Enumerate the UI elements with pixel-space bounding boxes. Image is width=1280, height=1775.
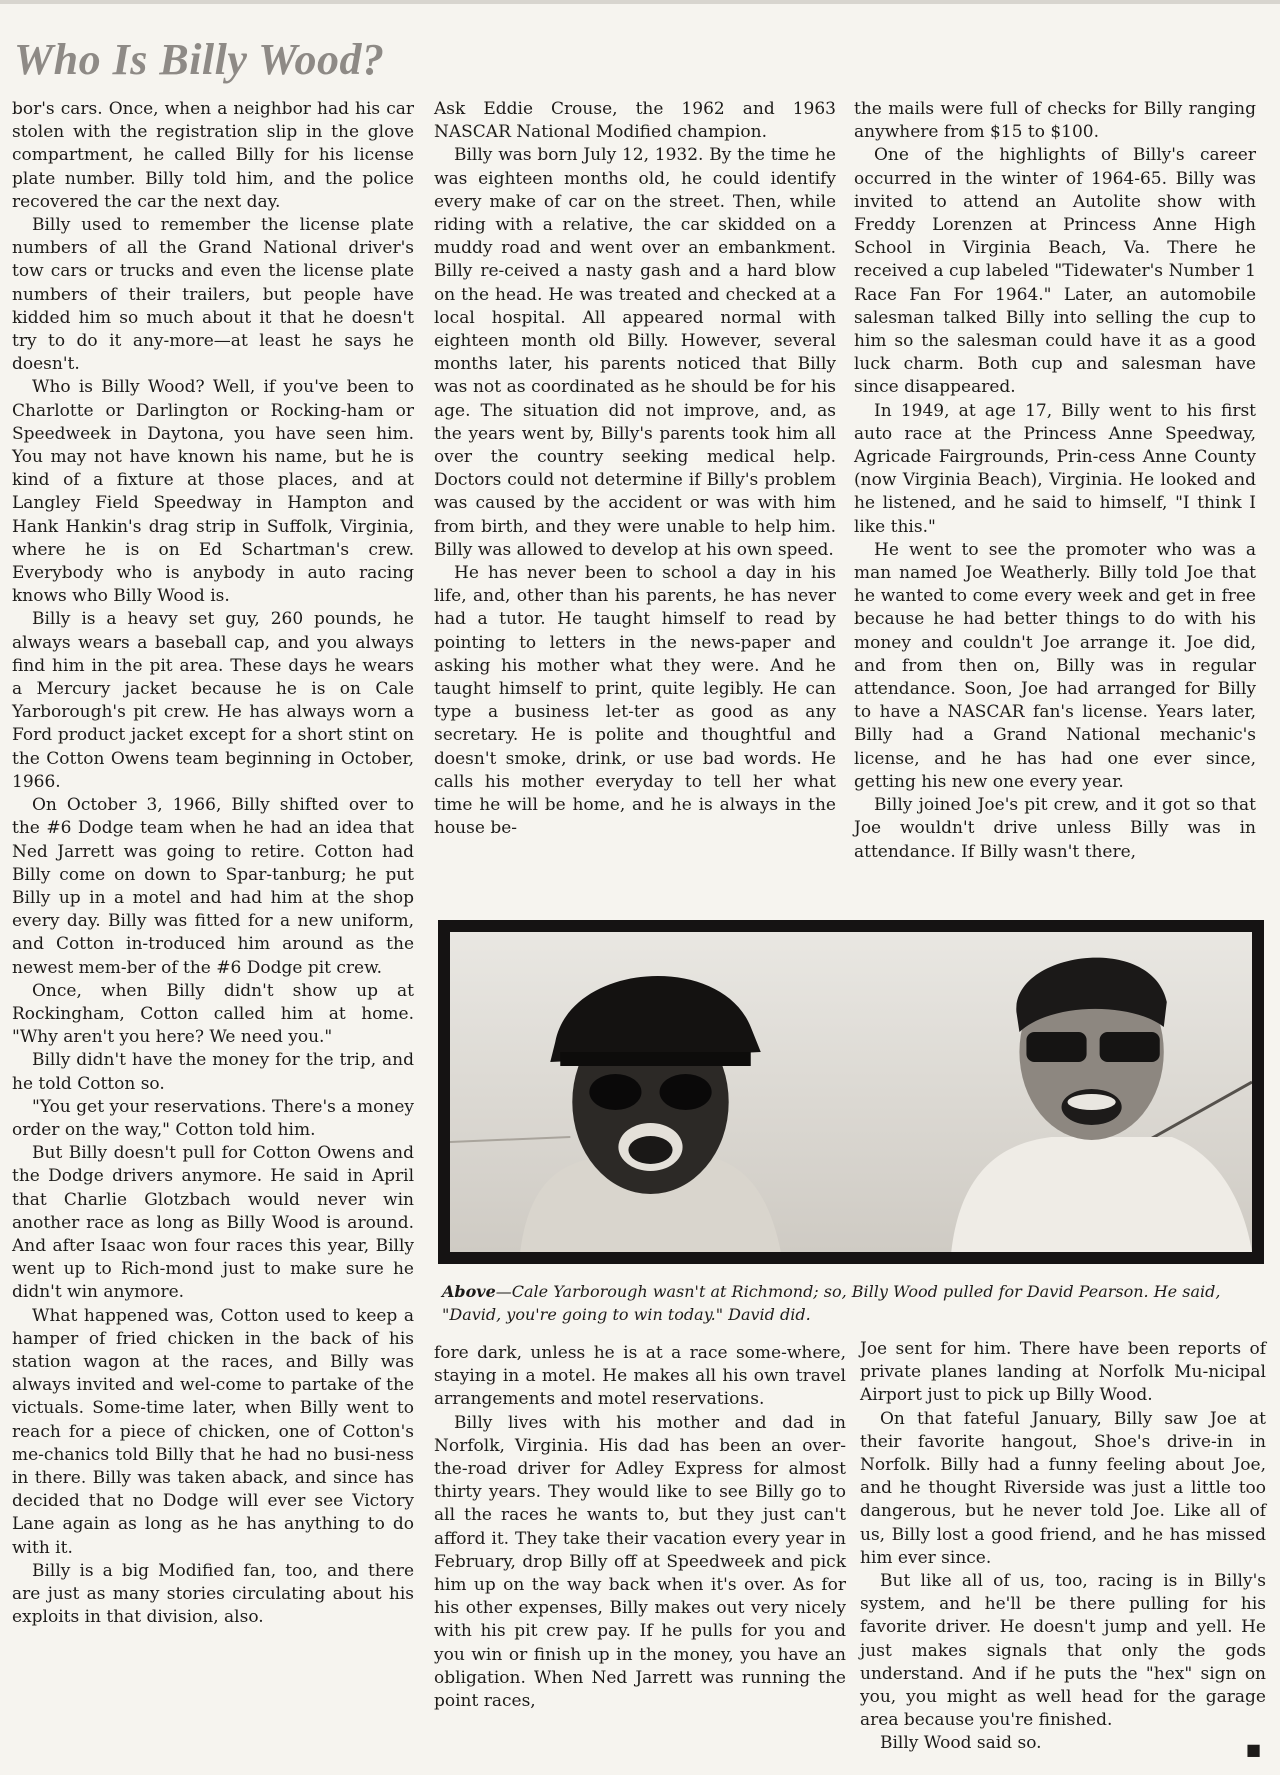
paragraph: But like all of us, too, racing is in Billy's system, and he'll be there pulling for his favorite driver. He doesn't jump and yell. He just makes signals that only the gods understand. And if he puts the "hex" sign on you, you might as well head for the garage area because you're finished. [860, 1571, 1266, 1731]
paragraph: Who is Billy Wood? Well, if you've been to Charlotte or Darlington or Rocking-ham or Speedweek in Daytona, you have seen him. You may not have known his name, but he is kind of a fixture at those places, and at Langley Field Speedway in Hampton and Hank Hankin's drag strip in Suffolk, Virginia, where he is on Ed Schartman's crew. Everybody who is anybody in auto racing knows who Billy Wood is. [12, 377, 414, 607]
text-column-4 [434, 1342, 846, 1762]
paragraph: Joe sent for him. There have been reports of private planes landing at Norfolk Mu-nicipal Airport just to pick up Billy Wood. [860, 1339, 1266, 1406]
paragraph: Billy didn't have the money for the trip, and he told Cotton so. [12, 1050, 414, 1094]
photo-frame [438, 920, 1264, 1264]
text-column-1 [12, 98, 414, 1758]
paragraph: Once, when Billy didn't show up at Rockingham, Cotton called him at home. "Why aren't you here? We need you." [12, 980, 414, 1048]
text-column-5 [860, 1338, 1266, 1762]
paragraph: One of the highlights of Billy's career occurred in the winter of 1964-65. Billy was invited to attend an Autolite show with Freddy Lorenzen at Princess Anne High School in Virginia Beach, Va. There he received a cup labeled "Tidewater's Number 1 Race Fan For 1964." Later, an automobile salesman talked Billy into selling the cup to him so the salesman could have it as a good luck charm. Both cup and salesman have since disappeared. [854, 145, 1256, 398]
paragraph: In 1949, at age 17, Billy went to his first auto race at the Princess Anne Speedway, Agricade Fairgrounds, Prin-cess Anne County (now Virginia Beach), Virginia. He looked and he listened, and he said to himself, "I think I like this." [854, 400, 1256, 537]
paragraph: bor's cars. Once, when a neighbor had his car stolen with the registration slip in the glove compartment, he called Billy for his license plate number. Billy told him, and the police recovered the car the next day. [12, 99, 414, 212]
paragraph: On that fateful January, Billy saw Joe at their favorite hangout, Shoe's drive-in in Norfolk. Billy had a funny feeling about Joe, and he thought Riverside was just a little too dangerous, but he never told Joe. Like all of us, Billy lost a good friend, and he has missed him ever since. [860, 1408, 1266, 1568]
caption-lead: Above [442, 1282, 496, 1301]
text-column-2 [434, 98, 836, 910]
paragraph: fore dark, unless he is at a race some-where, staying in a motel. He makes all his own travel arrangements and motel reservations. [434, 1343, 846, 1410]
paragraph: the mails were full of checks for Billy ranging anywhere from $15 to $100. [854, 99, 1256, 143]
paragraph: Billy was born July 12, 1932. By the time he was eighteen months old, he could identify every make of car on the street. Then, while riding with a relative, the car skidded on a muddy road and went over an embankment. Billy re-ceived a nasty gash and a hard blow on the head. He was treated and checked at a local hospital. All appeared normal with eighteen month old Billy. However, several months later, his parents noticed that Billy was not as coordinated as he should be for his age. The situation did not improve, and, as the years went by, Billy's parents took him all over the country seeking medical help. Doctors could not determine if Billy's problem was caused by the accident or was with him from birth, and they were unable to help him. Billy was allowed to develop at his own speed. [434, 145, 836, 560]
photo-caption [442, 1280, 1268, 1326]
text-column-3 [854, 98, 1256, 908]
paragraph: Billy used to remember the license plate numbers of all the Grand National driver's tow cars or trucks and even the license plate numbers of their trailers, but people have kidded him so much about it that he doesn't try to do it any-more—at least he says he doesn't. [12, 215, 414, 375]
paragraph: He went to see the promoter who was a man named Joe Weatherly. Billy told Joe that he wanted to come every week and get in free because he had better things to do with his money and couldn't Joe arrange it. Joe did, and from then on, Billy was in regular attendance. Soon, Joe had arranged for Billy to have a NASCAR fan's license. Years later, Billy had a Grand National mechanic's license, and he has had one ever since, getting his new one every year. [854, 539, 1256, 792]
paragraph: He has never been to school a day in his life, and, other than his parents, he has never had a tutor. He taught himself to read by pointing to letters in the news-paper and asking his mother what they were. And he taught himself to print, quite legibly. He can type a business let-ter as good as any secretary. He is polite and thoughtful and doesn't smoke, drink, or use bad words. He calls his mother everyday to tell her what time he will be home, and he is always in the house be- [434, 563, 836, 839]
paragraph: What happened was, Cotton used to keep a hamper of fried chicken in the back of his station wagon at the races, and Billy was always invited and wel-come to partake of the victuals. Some-time later, when Billy went to reach for a piece of chicken, one of Cotton's me-chanics told Billy that he had no busi-ness in there. Billy was taken aback, and since has decided that no Dodge will ever see Victory Lane again as long as he has anything to do with it. [12, 1305, 414, 1558]
paragraph: Billy is a heavy set guy, 260 pounds, he always wears a baseball cap, and you always find him in the pit area. These days he wears a Mercury jacket because he is on Cale Yarborough's pit crew. He has always worn a Ford product jacket except for a short stint on the Cotton Owens team beginning in October, 1966. [12, 609, 414, 792]
paragraph: But Billy doesn't pull for Cotton Owens and the Dodge drivers anymore. He said in April that Charlie Glotzbach would never win another race as long as Billy Wood is around. And after Isaac won four races this year, Billy went up to Rich-mond just to make sure he didn't win anymore. [12, 1143, 414, 1303]
photo-two-men [450, 932, 1252, 1252]
paragraph: Ask Eddie Crouse, the 1962 and 1963 NASCAR National Modified champion. [434, 99, 836, 143]
caption-text: —Cale Yarborough wasn't at Richmond; so, Billy Wood pulled for David Pearson. He said, "David, you're going to win today." David did. [442, 1282, 1221, 1324]
article-title: Who Is Billy Wood? [14, 35, 385, 84]
paragraph: Billy joined Joe's pit crew, and it got so that Joe wouldn't drive unless Billy was in attendance. If Billy wasn't there, [854, 795, 1256, 862]
top-edge [0, 0, 1280, 4]
paragraph: Billy is a big Modified fan, too, and there are just as many stories circulating about his exploits in that division, also. [12, 1560, 414, 1628]
paragraph: "You get your reservations. There's a money order on the way," Cotton told him. [12, 1096, 414, 1140]
paragraph: Billy Wood said so. [880, 1733, 1042, 1754]
end-mark-icon: ■ [1246, 1740, 1262, 1759]
paragraph: Billy lives with his mother and dad in Norfolk, Virginia. His dad has been an over-the-road driver for Adley Express for almost thirty years. They would like to see Billy go to all the races he wants to, but they just can't afford it. They take their vacation every year in February, drop Billy off at Speedweek and pick him up on the way back when it's over. As for his other expenses, Billy makes out very nicely with his pit crew pay. If he pulls for you and you win or finish up in the money, you have an obligation. When Ned Jarrett was running the point races, [434, 1412, 846, 1712]
paragraph: On October 3, 1966, Billy shifted over to the #6 Dodge team when he had an idea that Ned Jarrett was going to retire. Cotton had Billy come on down to Spar-tanburg; he put Billy up in a motel and had him at the shop every day. Billy was fitted for a new uniform, and Cotton in-troduced him around as the newest mem-ber of the #6 Dodge pit crew. [12, 795, 414, 978]
